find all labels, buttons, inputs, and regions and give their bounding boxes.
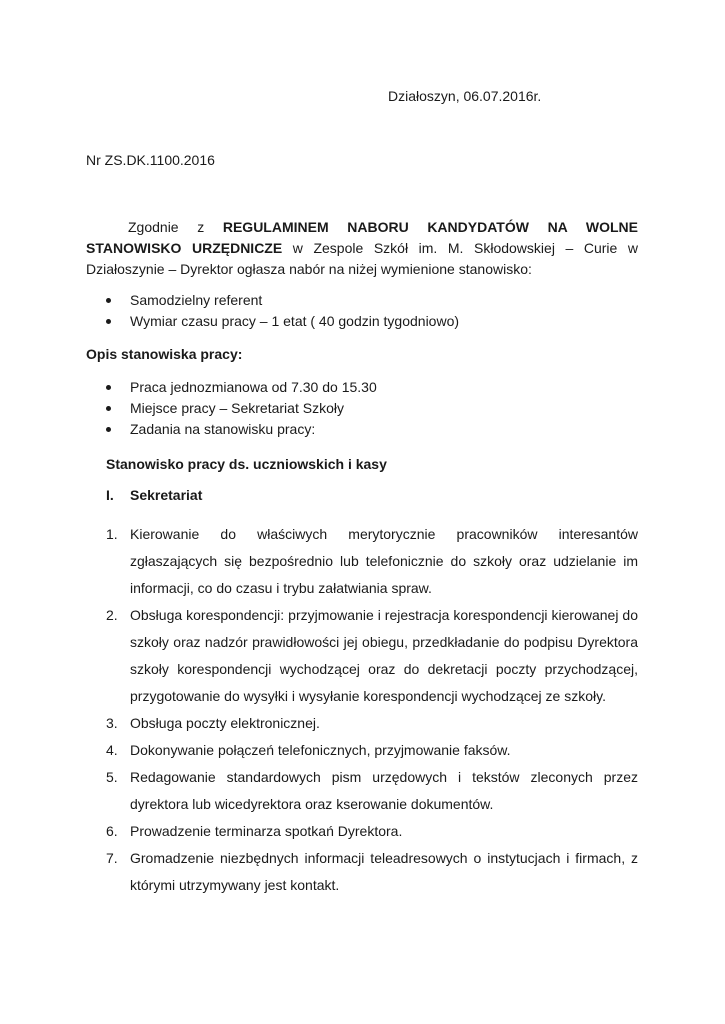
task-item	[106, 818, 638, 845]
section-title: Sekretariat	[130, 487, 203, 503]
position-list	[106, 290, 646, 332]
task-text: Obsługa poczty elektronicznej.	[130, 715, 320, 731]
task-number: 7.	[106, 850, 118, 866]
position-item: Samodzielny referent	[106, 290, 646, 311]
task-item	[106, 710, 638, 737]
section-heading	[106, 487, 202, 503]
section-number: I.	[106, 487, 114, 503]
task-number: 4.	[106, 742, 118, 758]
intro-text-end: w Zespole Szkół im. M. Skłodowskiej – Curie w Działoszynie – Dyrektor ogłasza nabór na niżej wymienione stanowisko:	[86, 240, 638, 277]
intro-text-start: Zgodnie z	[128, 219, 223, 235]
reference-number: Nr ZS.DK.1100.2016	[86, 152, 215, 168]
place-date: Działoszyn, 06.07.2016r.	[388, 88, 542, 104]
job-description-item: Praca jednozmianowa od 7.30 do 15.30	[106, 377, 646, 398]
task-item	[106, 602, 638, 710]
task-text: Obsługa korespondencji: przyjmowanie i rejestracja korespondencji kierowanej do szkoły oraz nadzór prawidłowości jej obiegu, przedkładanie do podpisu Dyrektora szkoły korespondencji wychodzącej oraz do dekretacji poczty przychodzącej, przygotowanie do wysyłki i wysyłanie korespondencji wychodzącej ze szkoły.	[130, 607, 638, 704]
task-text: Gromadzenie niezbędnych informacji teleadresowych o instytucjach i firmach, z którymi utrzymywany jest kontakt.	[130, 850, 638, 893]
task-text: Kierowanie do właściwych merytorycznie pracowników interesantów zgłaszających się bezpośrednio lub telefonicznie do szkoły oraz udzielanie im informacji, co do czasu i trybu załatwiania spraw.	[130, 526, 638, 596]
task-text: Prowadzenie terminarza spotkań Dyrektora.	[130, 823, 403, 839]
intro-regulation-name: REGULAMINEM NABORU KANDYDATÓW NA WOLNE STANOWISKO URZĘDNICZE	[86, 219, 639, 256]
task-item	[106, 521, 638, 602]
task-list	[106, 521, 638, 899]
task-text: Redagowanie standardowych pism urzędowych i tekstów zleconych przez dyrektora lub wicedyrektora oraz kserowanie dokumentów.	[130, 769, 638, 812]
task-number: 5.	[106, 769, 118, 785]
task-item	[106, 764, 638, 818]
job-description-item: Miejsce pracy – Sekretariat Szkoły	[106, 398, 646, 419]
task-number: 3.	[106, 715, 118, 731]
job-description-item: Zadania na stanowisku pracy:	[106, 419, 646, 440]
task-number: 1.	[106, 526, 118, 542]
task-item	[106, 737, 638, 764]
position-subheading: Stanowisko pracy ds. uczniowskich i kasy	[106, 456, 387, 472]
intro-paragraph	[86, 217, 638, 280]
job-description-heading: Opis stanowiska pracy:	[86, 346, 243, 362]
task-text: Dokonywanie połączeń telefonicznych, przyjmowanie faksów.	[130, 742, 511, 758]
position-item: Wymiar czasu pracy – 1 etat ( 40 godzin tygodniowo)	[106, 311, 646, 332]
job-description-list	[106, 377, 646, 440]
task-number: 2.	[106, 607, 118, 623]
task-item	[106, 845, 638, 899]
task-number: 6.	[106, 823, 118, 839]
